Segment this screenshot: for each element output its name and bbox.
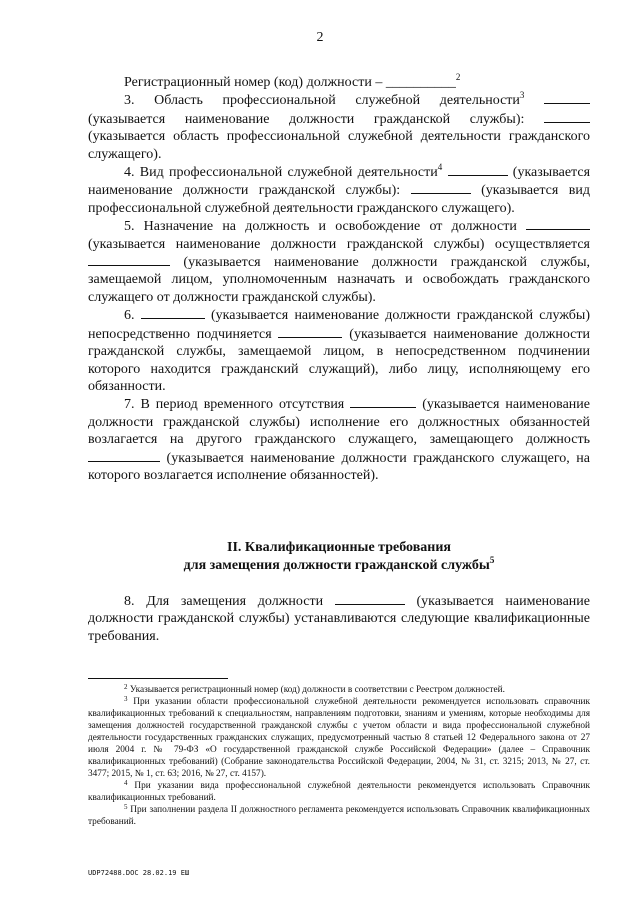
footnote-2 <box>88 684 590 696</box>
item-7-lead: 7. В период временного отсутствия <box>124 397 351 413</box>
footnote-3 <box>88 696 590 780</box>
item-6 <box>88 306 590 395</box>
footnote-ref: 4 <box>437 162 443 173</box>
footnote-number: 4 <box>124 779 128 787</box>
item-3 <box>88 91 590 163</box>
footnote-ref: 2 <box>455 72 461 82</box>
footnote-text: Указывается регистрационный номер (код) должности в соответствии с Реестром должностей. <box>127 685 505 695</box>
fill-blank <box>544 110 590 123</box>
item-7-text1: (указывается наименование должности гражданской службы) исполнение его должностных обязанностей возлагается на другого гражданского служащего, замещающего должность <box>88 397 590 448</box>
item-6-text2: (указывается наименование должности гражданской службы, замещаемой лицом, в непосредственном подчинении которого находится гражданский служащий), либо лицу, исполняющему его обязанности. <box>88 326 591 394</box>
item-4 <box>88 163 590 217</box>
item-8-text1: (указывается наименование должности гражданской службы) устанавливаются следующие квалификационные требования. <box>88 594 590 644</box>
footnote-ref: 3 <box>519 90 525 101</box>
item-7 <box>88 395 590 484</box>
section-2-title-line2: для замещения должности гражданской службы <box>183 558 490 573</box>
section-2-title-line2-wrap <box>88 557 590 575</box>
item-8 <box>88 592 590 645</box>
item-4-text1: (указывается наименование должности гражданской службы): <box>88 165 591 199</box>
fill-blank <box>448 163 508 176</box>
fill-blank <box>88 253 170 266</box>
regulation-body <box>88 74 590 484</box>
fill-blank <box>141 306 205 319</box>
item-3-text2: (указывается область профессиональной служебной деятельности гражданского служащего). <box>88 129 590 162</box>
item-8-lead: 8. Для замещения должности <box>124 594 335 609</box>
fill-blank <box>411 181 471 194</box>
fill-blank <box>335 592 405 605</box>
item-5-lead: 5. Назначение на должность и освобождение от должности <box>124 219 526 235</box>
footnote-text: При указании вида профессиональной служебной деятельности рекомендуется использовать Справочник квалификационных требований. <box>88 781 590 803</box>
footnote-text: При указании области профессиональной служебной деятельности рекомендуется использовать справочник квалификационных требований к специальностям, направлениям подготовки, знаниям и умениям, которые необходимы для замещения должностей государственной гражданской службы с учетом области и вида профессиональной служебной деятельности государственных гражданских служащих, предусмотренный частью 8 статьей 12 Федерального закона от 27 июля 2004 г. № 79-ФЗ «О государственной гражданской службе Российской Федерации» (далее – Справочник квалификационных требований) (Собрание законодательства Российской Федерации, 2004, № 31, ст. 3215; 2013, № 27, ст. 3477; 2015, № 1, ст. 63; 2016, № 27, ст. 4157). <box>88 697 590 779</box>
requirements-block <box>88 592 590 645</box>
registration-number-line <box>88 74 590 91</box>
item-5-text2: (указывается наименование должности гражданской службы, замещаемой лицом, уполномоченным назначать и освобождать гражданского служащего от должности гражданской службы). <box>88 255 590 305</box>
item-6-lead: 6. <box>124 308 141 324</box>
footnote-separator <box>88 678 228 679</box>
document-code: UDP72488.DOC 28.02.19 ЕШ <box>88 869 190 877</box>
fill-blank <box>350 395 416 408</box>
item-3-lead: 3. Область профессиональной служебной деятельности <box>124 93 520 109</box>
footnote-4 <box>88 780 590 804</box>
footnote-number: 3 <box>124 695 128 703</box>
footnote-number: 2 <box>124 683 128 691</box>
item-4-lead: 4. Вид профессиональной служебной деятельности <box>124 165 438 181</box>
section-2-title-line1: II. Квалификационные требования <box>227 540 451 555</box>
footnote-text: При заполнении раздела II должностного регламента рекомендуется использовать Справочник квалификационных требований. <box>88 805 590 827</box>
item-5-text1: (указывается наименование должности гражданской службы) осуществляется <box>88 236 590 252</box>
item-6-text1: (указывается наименование должности гражданской службы) непосредственно подчиняется <box>88 308 590 342</box>
item-7-text2: (указывается наименование должности гражданского служащего, на которого возлагается исполнение обязанностей). <box>88 450 590 483</box>
footnote-5 <box>88 804 590 828</box>
footnote-ref: 5 <box>489 555 495 565</box>
section-2-heading <box>88 539 590 575</box>
fill-blank <box>544 91 590 104</box>
fill-blank <box>88 449 160 462</box>
registration-label: Регистрационный номер (код) должности – <box>124 75 386 90</box>
item-5 <box>88 217 590 306</box>
item-3-text1: (указывается наименование должности гражданской службы): <box>88 111 544 127</box>
fill-blank <box>526 217 590 230</box>
item-4-text2: (указывается вид профессиональной служебной деятельности гражданского служащего). <box>88 183 590 216</box>
footnotes <box>88 684 590 828</box>
page-number: 2 <box>316 30 324 45</box>
footnote-number: 5 <box>124 803 128 811</box>
registration-blank: __________ <box>385 75 456 90</box>
fill-blank <box>278 325 342 338</box>
